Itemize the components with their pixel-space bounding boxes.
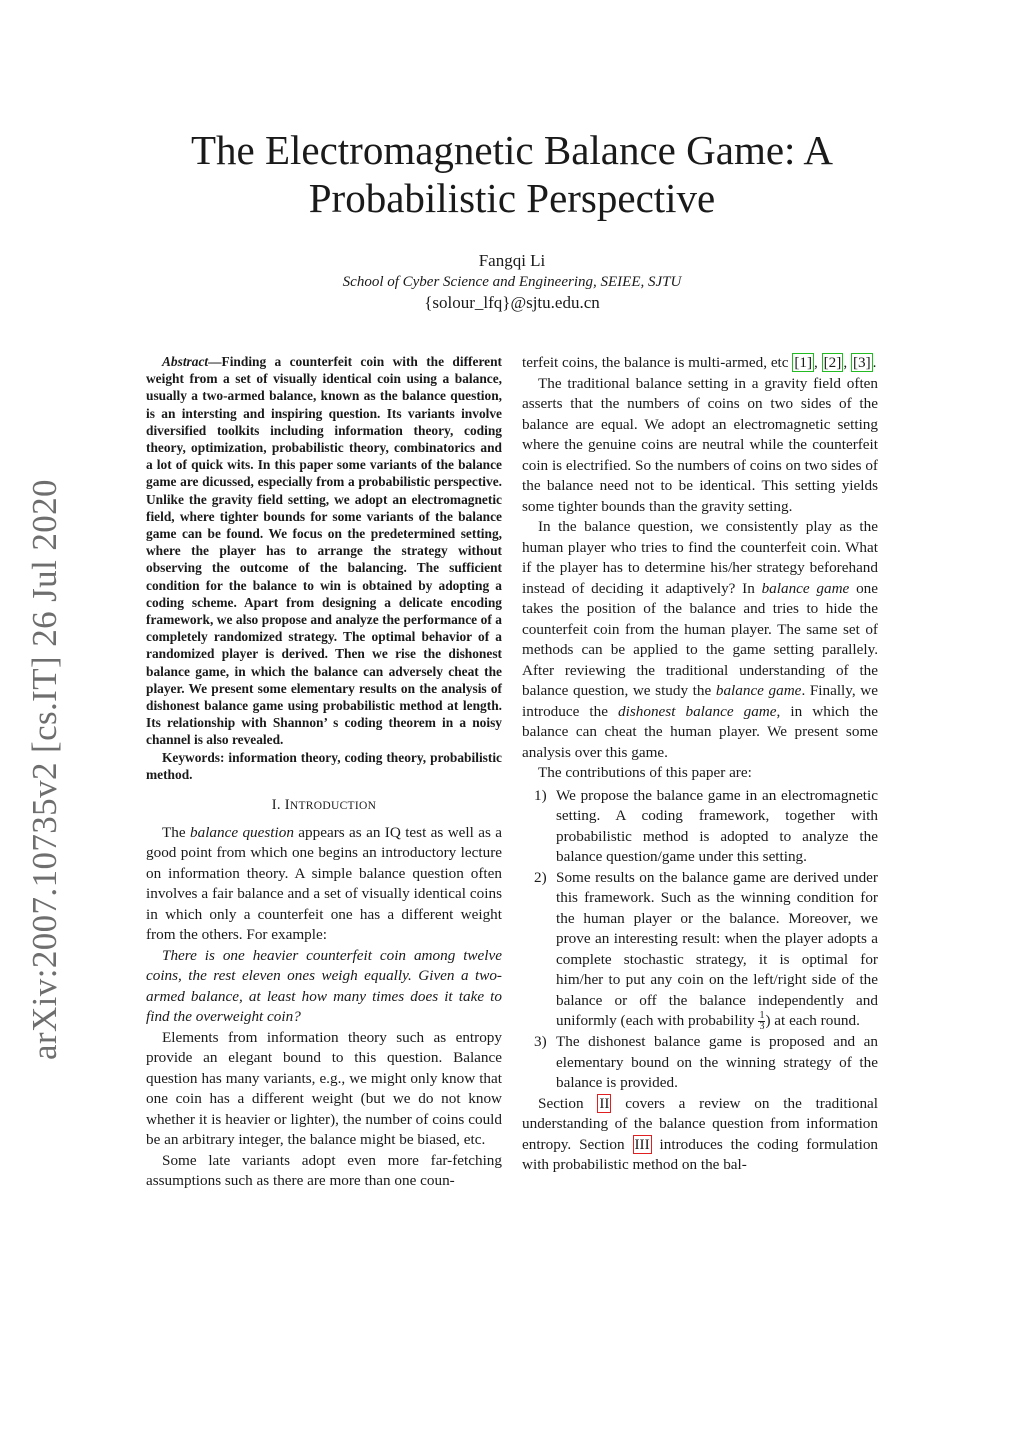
intro-paragraph-2: Elements from information theory such as entropy provide an elegant bound to this question. Balance question has many variants, e.g., we might only know that one coin has a different weight (but we do not know whether it is heavier or lighter), the number of coins could be an arbitrary integer, the balance might be biased, etc. (146, 1028, 502, 1149)
author-email: {solour_lfq}@sjtu.edu.cn (424, 293, 600, 312)
fraction-one-third: $\frac{1}{3}$ (759, 1010, 765, 1033)
section-heading-introduction (146, 795, 502, 817)
intro-paragraph-1: The balance question appears as an IQ test as well as a good point from which one begins an introductory lecture on information theory. A simple balance question often involves a fair balance and a set of visually identical coins in which only a counterfeit one has a different weight from the others. For example: (146, 823, 502, 944)
contributions-list (522, 786, 878, 1094)
list-item: 1) We propose the balance game in an electromagnetic setting. A coding framework, together with probabilistic method is adopted to analyze the balance question/game under this setting. (534, 786, 878, 865)
right-paragraph-1: The traditional balance setting in a gravity field often asserts that the numbers of coins on two sides of the balance are equal. We adopt an electromagnetic setting where the genuine coins are neutral while the counterfeit coin is electrified. So the numbers of coins on two sides of the balance need not to be identical. This setting yields some tighter bounds than the gravity setting. (522, 374, 878, 515)
contributions-intro: The contributions of this paper are: (538, 764, 752, 781)
paper-title (0, 126, 1024, 222)
intro-example-quote: There is one heavier counterfeit coin among twelve coins, the rest eleven ones weigh equally. Given a two-armed balance, at least how many times does it take to find the overweight coin? (146, 946, 502, 1026)
list-item: 3) The dishonest balance game is proposed and an elementary bound on the winning strategy of the balance is provided. (534, 1033, 878, 1092)
title-line-2: Probabilistic Perspective (308, 175, 716, 221)
right-column (522, 353, 878, 1176)
author-affiliation: School of Cyber Science and Engineering, SEIEE, SJTU (342, 274, 682, 290)
closing-paragraph: Section II covers a review on the traditional understanding of the balance question from information entropy. Section III introduces the coding formulation with probabilistic method on the bal- (522, 1094, 879, 1174)
right-paragraph-0: terfeit coins, the balance is multi-armed, etc [1] , [2] , [3] . (522, 354, 877, 371)
list-item: 2) Some results on the balance game are derived under this framework. Such as the winning condition for the human player or the balance. Moreover, we prove an interesting result: when the player adopts a complete stochastic strategy, it is optimal for him/her to put any coin on the left/right side of the balance or off the balance independently and uniformly (each with probability $\frac{1}{3}$ ) at each round. (534, 868, 878, 1033)
section-number: I. (271, 797, 285, 814)
section-ref-link[interactable]: II (599, 1094, 610, 1112)
section-rest: NTRODUCTION (289, 800, 377, 813)
intro-paragraph-3: Some late variants adopt even more far-fetching assumptions such as there are more than one coun- (146, 1151, 502, 1190)
left-column (146, 353, 502, 1192)
abstract (146, 353, 502, 749)
abstract-label: Abstract (162, 354, 209, 369)
citation-link[interactable]: [3] (852, 354, 871, 371)
citation-link[interactable]: [2] (823, 354, 842, 371)
keywords: Keywords: information theory, coding theory, probabilistic method. (146, 749, 502, 782)
title-line-1: The Electromagnetic Balance Game: A (190, 127, 834, 173)
abstract-text: —Finding a counterfeit coin with the different weight from a set of visually identical coin using a balance, usually a two-armed balance, known as the balance question, is an intersting and inspiring question. Its variants involve diversified toolkits including information theory, coding theory, optimization, probabilistic theory, combinatorics and a lot of quick wits. In this paper some variants of the balance game are dicussed, especially from a probabilistic perspective. Unlike the gravity field setting, we adopt an electromagnetic field, where tighter bounds for some variants of the balance game can be found. We focus on the predetermined setting, where the player has to arrange the strategy without observing the outcome of the balancing. The sufficient condition for the balance to win is obtained by adopting a coding scheme. Apart from designing a delicate encoding framework, we also propose and analyze the performance of a completely randomized strategy. The optimal behavior of a randomized player is derived. Then we rise the dishonest balance game, in which the balance can adversely cheat the player. We present some elementary results on the analysis of dishonest balance game using probabilistic method at length. Its relationship with Shannon’ s coding theorem in a noisy channel is also revealed. (146, 354, 502, 748)
section-ref-link[interactable]: III (634, 1135, 650, 1153)
section-first-letter: I (284, 797, 290, 814)
citation-link[interactable]: [1] (794, 354, 813, 371)
right-paragraph-2: In the balance question, we consistently play as the human player who tries to find the counterfeit coin. What if the player has to determine his/her strategy beforehand instead of deciding it adaptively? In balance game one takes the position of the balance and tries to hide the counterfeit coin from the human player. The same set of methods can be applied to the game setting parallely. After reviewing the traditional understanding of the balance question, we study the balance game. Finally, we introduce the dishonest balance game, in which the balance can cheat the human player. We present some analysis over this game. (522, 518, 878, 761)
author-name: Fangqi Li (478, 251, 546, 270)
arxiv-identifier: arXiv:2007.10735v2 [cs.IT] 26 Jul 2020 (25, 479, 64, 1060)
